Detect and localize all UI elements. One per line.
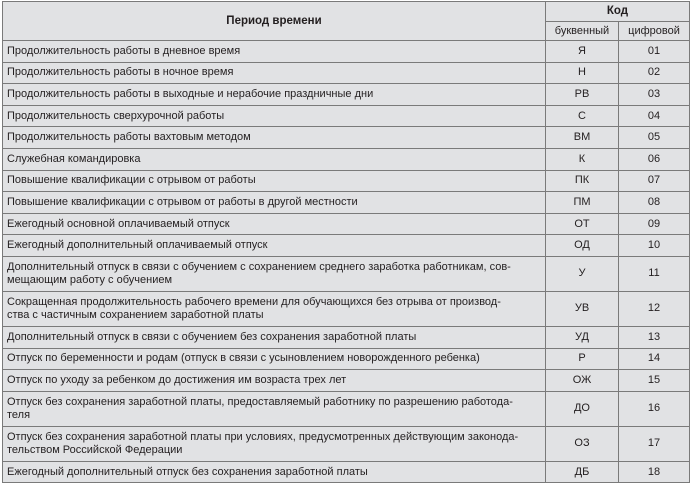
letter-code-cell: ДБ: [546, 461, 619, 483]
table-row: [3, 256, 690, 291]
period-column-header: Период времени: [3, 2, 546, 41]
table-row: [3, 370, 690, 392]
letter-code-cell: ОД: [546, 235, 619, 257]
period-line-2: теля: [7, 408, 31, 421]
table-body: [3, 41, 690, 483]
table-row: [3, 235, 690, 257]
period-cell: Ежегодный основной оплачиваемый отпуск: [3, 213, 546, 235]
digit-code-cell: 07: [619, 170, 690, 192]
period-line-1: Сокращенная продолжительность рабочего времени для обучающихся без отрыва от производ-: [7, 295, 501, 308]
period-cell: Повышение квалификации с отрывом от работы в другой местности: [3, 192, 546, 214]
letter-code-cell: ОЖ: [546, 370, 619, 392]
table-row: [3, 41, 690, 63]
period-cell: [3, 256, 546, 291]
period-cell: [3, 291, 546, 326]
letter-code-cell: Н: [546, 62, 619, 84]
digit-code-cell: 05: [619, 127, 690, 149]
letter-code-cell: УД: [546, 326, 619, 348]
table-row: [3, 426, 690, 461]
letter-code-cell: ДО: [546, 391, 619, 426]
period-line-2: мещающим работу с обучением: [7, 273, 173, 286]
period-line-1: Дополнительный отпуск в связи с обучением с сохранением среднего заработка работникам, сов-: [7, 260, 511, 273]
period-line-2: ства с частичным сохранением заработной платы: [7, 308, 264, 321]
period-line-2: тельством Российской Федерации: [7, 443, 183, 456]
table-row: [3, 105, 690, 127]
table-row: [3, 348, 690, 370]
digit-code-cell: 11: [619, 256, 690, 291]
letter-code-cell: Р: [546, 348, 619, 370]
digit-code-cell: 08: [619, 192, 690, 214]
digit-code-cell: 09: [619, 213, 690, 235]
letter-code-cell: ОТ: [546, 213, 619, 235]
period-cell: Дополнительный отпуск в связи с обучением без сохранения заработной платы: [3, 326, 546, 348]
period-cell: Продолжительность работы в ночное время: [3, 62, 546, 84]
letter-code-cell: К: [546, 148, 619, 170]
letter-code-cell: ПК: [546, 170, 619, 192]
digit-code-cell: 06: [619, 148, 690, 170]
period-cell: Отпуск по беременности и родам (отпуск в связи с усыновлением новорожденного ребенка): [3, 348, 546, 370]
digit-code-cell: 10: [619, 235, 690, 257]
period-cell: [3, 391, 546, 426]
table-row: [3, 461, 690, 483]
period-cell: Повышение квалификации с отрывом от работы: [3, 170, 546, 192]
table-row: [3, 192, 690, 214]
period-cell: Отпуск по уходу за ребенком до достижения им возраста трех лет: [3, 370, 546, 392]
letter-code-cell: Я: [546, 41, 619, 63]
letter-code-cell: ПМ: [546, 192, 619, 214]
period-cell: Продолжительность сверхурочной работы: [3, 105, 546, 127]
digit-code-cell: 12: [619, 291, 690, 326]
digit-code-cell: 17: [619, 426, 690, 461]
letter-code-cell: ВМ: [546, 127, 619, 149]
table-row: [3, 170, 690, 192]
digit-code-cell: 14: [619, 348, 690, 370]
code-column-header: Код: [546, 2, 690, 22]
digit-code-cell: 01: [619, 41, 690, 63]
table-row: [3, 213, 690, 235]
table-row: [3, 127, 690, 149]
digit-code-cell: 13: [619, 326, 690, 348]
letter-code-cell: РВ: [546, 84, 619, 106]
period-cell: Ежегодный дополнительный оплачиваемый отпуск: [3, 235, 546, 257]
table-row: [3, 84, 690, 106]
letter-code-cell: ОЗ: [546, 426, 619, 461]
letter-code-cell: С: [546, 105, 619, 127]
digit-code-cell: 18: [619, 461, 690, 483]
time-codes-table-wrapper: [2, 1, 689, 483]
period-cell: Продолжительность работы в выходные и нерабочие праздничные дни: [3, 84, 546, 106]
digit-code-cell: 16: [619, 391, 690, 426]
table-row: [3, 291, 690, 326]
table-row: [3, 62, 690, 84]
table-header: [3, 2, 690, 41]
digit-code-cell: 04: [619, 105, 690, 127]
table-row: [3, 148, 690, 170]
period-cell: Продолжительность работы вахтовым методом: [3, 127, 546, 149]
period-cell: Служебная командировка: [3, 148, 546, 170]
period-cell: Продолжительность работы в дневное время: [3, 41, 546, 63]
time-codes-table: [2, 1, 690, 483]
digit-code-cell: 02: [619, 62, 690, 84]
period-cell: Ежегодный дополнительный отпуск без сохранения заработной платы: [3, 461, 546, 483]
letter-code-header: буквенный: [546, 22, 619, 41]
table-row: [3, 326, 690, 348]
table-row: [3, 391, 690, 426]
letter-code-cell: У: [546, 256, 619, 291]
digit-code-header: цифровой: [619, 22, 690, 41]
digit-code-cell: 03: [619, 84, 690, 106]
period-line-1: Отпуск без сохранения заработной платы, предоставляемый работнику по разрешению работода-: [7, 395, 513, 408]
period-cell: [3, 426, 546, 461]
digit-code-cell: 15: [619, 370, 690, 392]
letter-code-cell: УВ: [546, 291, 619, 326]
period-line-1: Отпуск без сохранения заработной платы при условиях, предусмотренных действующим законода-: [7, 430, 519, 443]
